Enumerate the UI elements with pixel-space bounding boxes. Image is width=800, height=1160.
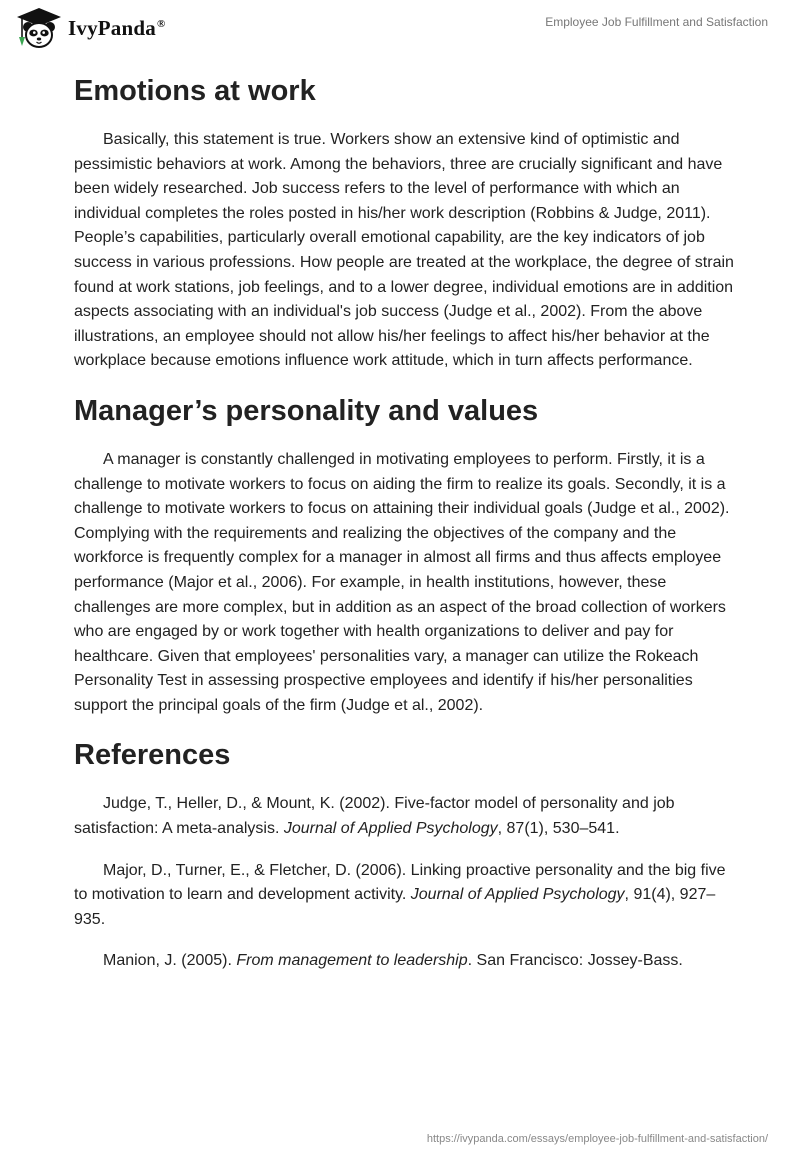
brand-logo-link[interactable] [14, 6, 165, 50]
section-heading: Manager’s personality and values [74, 394, 539, 427]
page-header [0, 0, 800, 64]
references-heading: References [74, 739, 231, 772]
registered-mark: ® [156, 17, 166, 30]
reference-item: Major, D., Turner, E., & Fletcher, D. (2006). Linking proactive personality and the big five to motivation to learn and development activity. Journal of Applied Psychology, 91(4), 927–935. [74, 861, 726, 928]
body-paragraph: A manager is constantly challenged in motivating employees to perform. Firstly, it is a challenge to motivate workers to focus on aiding the firm to realize its goals. Secondly, it is a challenge to motivate workers to focus on attaining their individual goals (Judge et al., 2002). Complying with the requirements and realizing the objectives of the company and the workforce is frequently complex for a manager in almost all firms and thus affects employee performance (Major et al., 2006). For example, in health institutions, however, these challenges are more complex, but in addition as an aspect of the broad collection of workers who are engaged by or work together with health organizations to deliver and pay for healthcare. Given that employees' personalities vary, a manager can utilize the Rokeach Personality Test in assessing prospective employees and identify if his/her personalities support the principal goals of the firm (Judge et al., 2002). [74, 450, 730, 714]
section-heading: Emotions at work [74, 75, 316, 107]
section-references [74, 736, 734, 974]
panda-graduation-cap-icon [14, 6, 64, 50]
reference-source-title: Journal of Applied Psychology [283, 820, 498, 838]
source-url-link[interactable]: https://ivypanda.com/essays/employee-job-fulfillment-and-satisfaction/ [426, 1133, 768, 1145]
section-managers-personality [74, 392, 734, 719]
reference-source-title: From management to leadership [236, 952, 468, 970]
essay-content [74, 72, 734, 991]
reference-item: Manion, J. (2005). From management to leadership. San Francisco: Jossey-Bass. [103, 952, 683, 970]
reference-item: Judge, T., Heller, D., & Mount, K. (2002). Five-factor model of personality and job satisfaction: A meta-analysis. Journal of Applied Psychology, 87(1), 530–541. [74, 795, 675, 838]
section-emotions-at-work [74, 72, 734, 374]
body-paragraph: Basically, this statement is true. Workers show an extensive kind of optimistic and pessimistic behaviors at work. Among the behaviors, three are crucially significant and have been widely researched. Job success refers to the level of performance with which an individual completes the roles posted in his/her work description (Robbins & Judge, 2011). People’s capabilities, particularly overall emotional capability, are the key indicators of job success in various professions. How people are treated at the workplace, the degree of strain found at work stations, job feelings, and to a lower degree, individual emotions are in addition aspects associating with an individual's job success (Judge et al., 2002). From the above illustrations, an employee should not allow his/her feelings to affect his/her behavior at the workplace because emotions influence work attitude, which in turn affects performance. [74, 131, 734, 370]
reference-source-title: Journal of Applied Psychology [410, 886, 625, 904]
running-title: Employee Job Fulfillment and Satisfaction [545, 15, 768, 29]
brand-name: IvyPanda® [68, 15, 166, 40]
